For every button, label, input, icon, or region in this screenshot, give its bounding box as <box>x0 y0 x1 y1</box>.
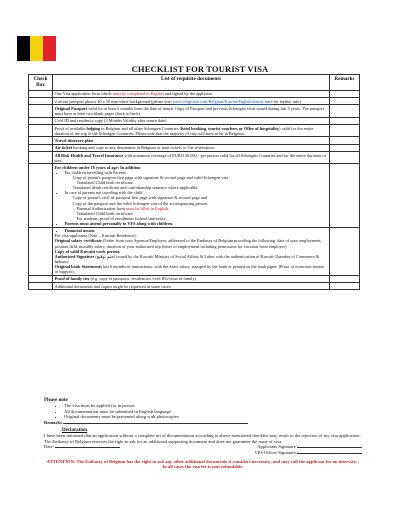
check-cell[interactable] <box>29 105 53 117</box>
flag-stripe-red <box>43 36 56 61</box>
table-header-row <box>29 75 360 91</box>
vfs-signature-line[interactable] <box>297 450 362 454</box>
check-cell[interactable] <box>29 98 53 105</box>
applicant-signature-label: Applicants Signature <box>257 444 296 450</box>
check-cell[interactable] <box>29 117 53 124</box>
doc-cell: Additional documents and copies might be requested in some cases. <box>53 282 330 289</box>
table-row <box>29 125 360 137</box>
remarks-cell[interactable] <box>330 90 360 97</box>
table-row <box>29 282 360 289</box>
remarks-cell[interactable] <box>330 137 360 144</box>
header-check-box: Check Box <box>29 75 53 91</box>
doc-cell: 2 recent passport photos 40 x 50 mm white background (please visit www.vfsglobal.com/Belgium/Kuwait/English/tourist.html for further info) <box>53 98 330 105</box>
page-title: CHECKLIST FOR TOURIST VISA <box>131 64 269 74</box>
table-row <box>29 227 360 275</box>
remarks-cell[interactable] <box>330 151 360 163</box>
notes-heading: Please note <box>44 398 68 403</box>
remarks-cell[interactable] <box>330 105 360 117</box>
table-row <box>29 105 360 117</box>
flag-stripe-yellow <box>30 36 43 61</box>
remarks-line: Remarks <box>44 420 362 425</box>
notes-list <box>44 403 362 419</box>
table-row <box>29 98 360 105</box>
declaration-heading: Declaration <box>62 428 87 434</box>
table-row <box>29 90 360 97</box>
check-cell[interactable] <box>29 164 53 227</box>
remarks-cell[interactable] <box>330 275 360 282</box>
doc-cell: Civil ID and residency copy (3 Months Validity after return date) <box>53 117 330 124</box>
doc-cell: All Risk Health and Travel Insurance with minimum coverage of EURO 30.000,--per person valid for all Schengen Countries and for the entire duration of stay. <box>53 151 330 163</box>
table-row <box>29 144 360 151</box>
header-remarks: Remarks <box>330 75 360 91</box>
declaration-text: I have been informed that an application without a complete set of documentation according to above mentioned checklist may result to the rejection of my visa application. The Embassy of Belgium reserves the right to ask for an additional supporting document and does not guarantee the issue of visa. <box>44 433 361 444</box>
remarks-cell[interactable] <box>330 98 360 105</box>
check-cell[interactable] <box>29 151 53 163</box>
doc-cell: Original Passport valid for at least 6 months from the date of return. Copy of Passport and previous Schengen visas issued during last 3 years. The passport must have at least two blank pages (back to back) <box>53 105 330 117</box>
vfs-signature-label: VFS Officer Signature <box>254 449 296 455</box>
vfs-signature-row <box>44 450 362 455</box>
date-label: Date: <box>44 444 54 450</box>
header-list: List of requisite documents <box>53 75 330 91</box>
remarks-cell[interactable] <box>330 117 360 124</box>
doc-cell: For children under 18 years of age: In addition • For children travelling with Parents Copy of parent's passport first page with signature & second page and valid Schengen visa Translated Child birth certificate. Translated death certificate and custodianship sentence where applicable. • In case of parents not traveling with the child. Copy of parent's civil id, passport first page with signature & second page and Copy of the passport and the valid Schengen visa of the accompanying person. Parental Authorization form must be filled in English. Translated Child birth certificate. For students: proof of enrollment (school/university • Parents must attend personally to VFS along with children. <box>53 164 330 227</box>
table-row <box>29 151 360 163</box>
checklist-table <box>28 74 360 290</box>
table-row <box>29 137 360 144</box>
doc-cell: Proof of available lodging in Belgium and all other Schengen Countries (hotel booking, tourist vouchers or Offer of hospitality) valid for the entire duration of the trip to the Schengen Countries. Please note that the majority of stay will have to be in Belgium. <box>53 125 330 137</box>
note-item: • All documentation must be submitted in English language <box>64 409 362 414</box>
vfs-link[interactable]: www.vfsglobal.com/Belgium/Kuwait/English/tourist.html <box>172 98 273 104</box>
doc-cell: • Financial means For visa-applicants (Non – Kuwaiti Residence): Original salary certificate (Letter from your Sponsor/Employer, addressed to the Embassy of Belgium providing the following: date of your employment, position held, monthly salary, duration of your authorized trip (letter of employment including permission for vacation from employer) Copy of valid Kuwaiti work permit. Authorized Signature (ختم توقيع) issued by the Kuwaiti Ministry of Social Affairs & Labor with the authentication of Kuwait Chamber of Commerce & Industry Original bank Statements last 6 months of transactions, with the exact salary, stamped by the bank or printed on the bank paper. (Proof of economic means of support). <box>53 227 330 275</box>
check-cell[interactable] <box>29 227 53 275</box>
check-cell[interactable] <box>29 125 53 137</box>
remarks-cell[interactable] <box>330 227 360 275</box>
remarks-cell[interactable] <box>330 282 360 289</box>
belgium-flag <box>17 36 56 61</box>
remarks-cell[interactable] <box>330 164 360 227</box>
doc-cell: One Visa application form which must be completed in English and signed by the applicant <box>53 90 330 97</box>
remarks-cell[interactable] <box>330 144 360 151</box>
remarks-input-line[interactable] <box>63 420 248 424</box>
check-cell[interactable] <box>29 137 53 144</box>
check-cell[interactable] <box>29 275 53 282</box>
flag-stripe-black <box>17 36 30 61</box>
check-cell[interactable] <box>29 90 53 97</box>
note-item: • Original documents must be presented along with photocopies. <box>64 414 362 419</box>
table-row <box>29 117 360 124</box>
remarks-cell[interactable] <box>330 125 360 137</box>
doc-cell: Travel itinerary plan <box>53 137 330 144</box>
date-input-line[interactable] <box>55 444 120 448</box>
notes-section <box>44 398 362 470</box>
doc-cell: Air ticket booking and copy to any destination in Belgium or train tickets or Car reservation. <box>53 144 330 151</box>
table-row <box>29 275 360 282</box>
note-item: • The visa must be applied for in person <box>64 403 362 408</box>
applicant-signature-line[interactable] <box>297 444 362 448</box>
attention-note: ATTENTION: The Embassy of Belgium has the right to ask any other additional documents it considers necessary, and may call the applicant for an interview . In all cases the visa fee is non-refundable. <box>46 459 360 470</box>
doc-cell: Proof of family ties (e.g. copy of passports /residencies /civil IDs/visas of family) <box>53 275 330 282</box>
check-cell[interactable] <box>29 282 53 289</box>
check-cell[interactable] <box>29 144 53 151</box>
table-row <box>29 164 360 227</box>
